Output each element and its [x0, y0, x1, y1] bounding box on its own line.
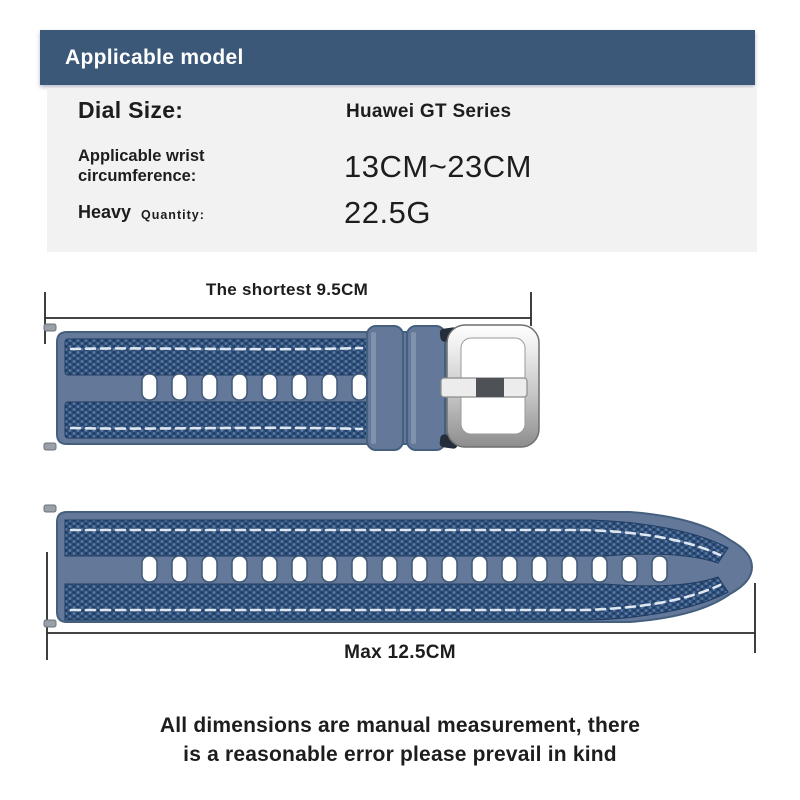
strap-hole: [322, 374, 337, 400]
strap-hole: [622, 556, 637, 582]
strap-hole: [382, 556, 397, 582]
strap-hole: [472, 556, 487, 582]
strap-hole: [592, 556, 607, 582]
bottom-measurement-label: Max 12.5CM: [344, 642, 456, 663]
strap-hole: [442, 556, 457, 582]
strap-diagram: [40, 282, 760, 662]
strap-buckle-side-graphic: [44, 324, 539, 450]
strap-hole: [352, 374, 367, 400]
footer-note-line1: All dimensions are manual measurement, there: [159, 714, 641, 737]
buckle-graphic: [439, 325, 539, 449]
strap-hole: [532, 556, 547, 582]
strap-hole: [412, 556, 427, 582]
spec-value-weight: 22.5G: [344, 195, 431, 230]
strap-hole: [142, 374, 157, 400]
spec-label-weight: Heavy: [78, 202, 132, 222]
spring-bar-pin: [44, 505, 56, 512]
footer-note: [100, 712, 700, 770]
footer-note-line2: is a reasonable error please prevail in kind: [183, 742, 617, 766]
strap-hole: [322, 556, 337, 582]
strap-hole: [292, 556, 307, 582]
strap-hole: [232, 556, 247, 582]
strap-hole: [142, 556, 157, 582]
strap-tail-side-graphic: [44, 505, 752, 627]
header-banner: [40, 30, 755, 85]
strap-hole: [172, 556, 187, 582]
strap-hole: [202, 556, 217, 582]
spring-bar-pin: [44, 620, 56, 627]
strap-hole: [202, 374, 217, 400]
spec-sublabel-quantity: Quantity:: [141, 208, 205, 222]
strap-hole: [502, 556, 517, 582]
strap-hole: [262, 556, 277, 582]
spring-bar-pin: [44, 324, 56, 331]
top-measurement-label: The shortest 9.5CM: [205, 280, 369, 299]
spec-value-dial-size: Huawei GT Series: [346, 101, 512, 122]
spec-label-dial-size: Dial Size:: [78, 97, 184, 123]
strap-hole: [262, 374, 277, 400]
strap-hole: [172, 374, 187, 400]
spec-value-wrist-circumference: 13CM~23CM: [344, 149, 532, 184]
strap-hole: [652, 556, 667, 582]
strap-hole: [562, 556, 577, 582]
spring-bar-pin: [44, 443, 56, 450]
header-title: Applicable model: [65, 45, 244, 69]
strap-hole: [292, 374, 307, 400]
strap-hole: [352, 556, 367, 582]
spec-label-wrist-circumference: Applicable wrist circumference:: [78, 147, 205, 185]
strap-hole: [232, 374, 247, 400]
